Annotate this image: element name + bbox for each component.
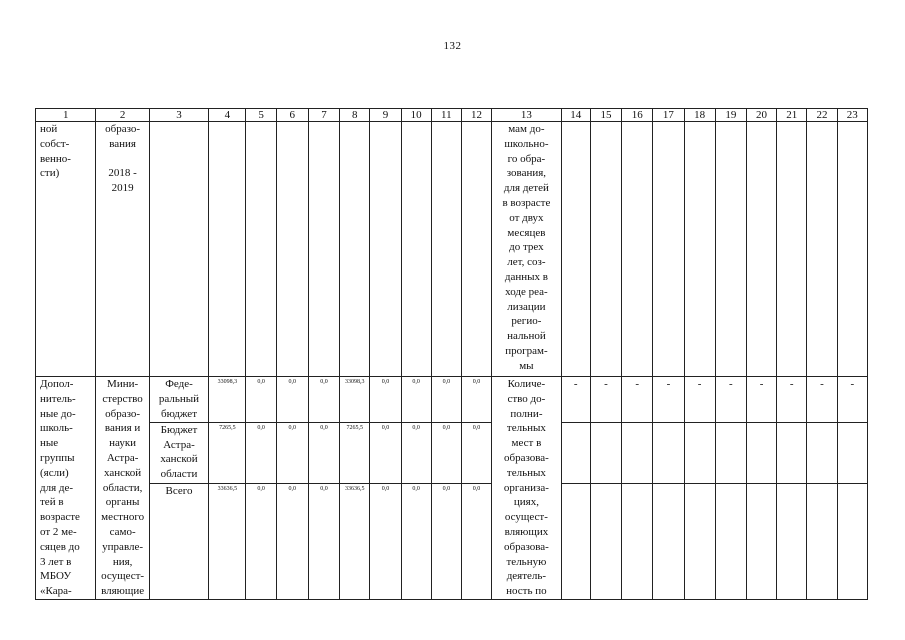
amount-cell: 0,0 — [370, 377, 401, 423]
amount-cell: 33636,5 — [340, 483, 370, 599]
dash-mark: - — [697, 378, 702, 390]
amount-cell: 0,0 — [401, 377, 431, 423]
amount-cell: 33098,3 — [340, 377, 370, 423]
amount-cell: 33098,3 — [209, 377, 246, 423]
empty-cell — [807, 422, 837, 483]
column-number: 21 — [777, 109, 807, 122]
empty-cell — [561, 122, 590, 377]
column-number: 13 — [492, 109, 562, 122]
indicator-value-cell — [777, 377, 807, 423]
amount-cell: 0,0 — [308, 422, 339, 483]
continuation-col13-cell — [492, 122, 562, 377]
funding-source-label: Всего — [165, 484, 193, 497]
event-name-cell — [36, 377, 96, 600]
empty-cell — [746, 122, 776, 377]
dash-mark: - — [820, 378, 824, 390]
dash-mark: - — [666, 378, 671, 390]
empty-cell — [431, 122, 461, 377]
column-number: 17 — [653, 109, 684, 122]
column-number: 3 — [149, 109, 208, 122]
empty-cell — [684, 483, 715, 599]
indicator-text: Количе- ство до- полни- тельных мест в образова- тельных организа- циях, осущест- вляющих образова- тельную деятель- ность по — [503, 378, 549, 598]
empty-cell — [807, 122, 837, 377]
column-number: 20 — [746, 109, 776, 122]
empty-cell — [149, 122, 208, 377]
funding-source-cell — [149, 377, 208, 423]
amount-cell: 0,0 — [276, 483, 308, 599]
column-number: 15 — [590, 109, 621, 122]
amount-cell: 0,0 — [276, 422, 308, 483]
column-number: 2 — [96, 109, 149, 122]
dash-mark: - — [635, 378, 640, 390]
indicator-cell — [492, 377, 562, 600]
amount-cell: 0,0 — [401, 483, 431, 599]
empty-cell — [622, 483, 653, 599]
funding-source-cell — [149, 483, 208, 599]
amount-cell: 0,0 — [431, 422, 461, 483]
continuation-col13-text: мам до- школьно- го обра- зования, для детей в возрасте от двух месяцев до трех лет, соз- данных в ходе реа- лизации регио- нальной програм- мы — [502, 123, 551, 372]
amount-cell: 0,0 — [461, 422, 491, 483]
empty-cell — [777, 422, 807, 483]
empty-cell — [401, 122, 431, 377]
continuation-col2-cell — [96, 122, 149, 377]
amount-cell: 7265,5 — [340, 422, 370, 483]
funding-source-cell — [149, 422, 208, 483]
empty-cell — [777, 122, 807, 377]
column-number: 4 — [209, 109, 246, 122]
column-number: 6 — [276, 109, 308, 122]
column-number: 5 — [246, 109, 276, 122]
empty-cell — [340, 122, 370, 377]
funding-row-federal — [36, 377, 868, 423]
column-number: 23 — [837, 109, 867, 122]
empty-cell — [653, 422, 684, 483]
indicator-value-cell — [622, 377, 653, 423]
page-number: 132 — [443, 40, 462, 52]
dash-mark: - — [850, 378, 855, 390]
column-number: 12 — [461, 109, 491, 122]
funding-source-label: Бюджет Астра- ханской области — [160, 423, 198, 481]
empty-cell — [209, 122, 246, 377]
executor-text: Мини- стерство образо- вания и науки Астра- ханской области, органы местного само- управле- ния, осущест- вляющие — [101, 378, 145, 598]
funding-source-label: Феде- ральный бюджет — [158, 378, 200, 420]
amount-cell: 0,0 — [461, 377, 491, 423]
amount-cell: 33636,5 — [209, 483, 246, 599]
amount-cell: 0,0 — [276, 377, 308, 423]
empty-cell — [837, 122, 867, 377]
empty-cell — [370, 122, 401, 377]
indicator-value-cell — [653, 377, 684, 423]
dash-mark: - — [573, 378, 578, 390]
program-table — [35, 108, 868, 600]
empty-cell — [837, 422, 867, 483]
indicator-value-cell — [837, 377, 867, 423]
amount-cell: 7265,5 — [209, 422, 246, 483]
amount-cell: 0,0 — [370, 422, 401, 483]
empty-cell — [684, 422, 715, 483]
indicator-value-cell — [590, 377, 621, 423]
amount-cell: 0,0 — [246, 422, 276, 483]
dash-mark: - — [729, 378, 733, 390]
funding-row-regional — [36, 422, 868, 483]
empty-cell — [715, 483, 746, 599]
empty-cell — [807, 483, 837, 599]
column-number: 19 — [715, 109, 746, 122]
empty-cell — [622, 122, 653, 377]
indicator-value-cell — [561, 377, 590, 423]
empty-cell — [653, 122, 684, 377]
empty-cell — [590, 483, 621, 599]
empty-cell — [777, 483, 807, 599]
empty-cell — [746, 422, 776, 483]
column-number-row — [36, 109, 868, 122]
column-number: 7 — [308, 109, 339, 122]
empty-cell — [715, 122, 746, 377]
column-number: 18 — [684, 109, 715, 122]
empty-cell — [590, 122, 621, 377]
indicator-value-cell — [715, 377, 746, 423]
empty-cell — [276, 122, 308, 377]
dash-mark: - — [789, 378, 794, 390]
column-number: 10 — [401, 109, 431, 122]
amount-cell: 0,0 — [370, 483, 401, 599]
amount-cell: 0,0 — [431, 377, 461, 423]
amount-cell: 0,0 — [246, 483, 276, 599]
indicator-value-cell — [684, 377, 715, 423]
column-number: 11 — [431, 109, 461, 122]
continuation-col1-cell — [36, 122, 96, 377]
empty-cell — [246, 122, 276, 377]
amount-cell: 0,0 — [401, 422, 431, 483]
empty-cell — [561, 483, 590, 599]
indicator-value-cell — [746, 377, 776, 423]
indicator-value-cell — [807, 377, 837, 423]
amount-cell: 0,0 — [431, 483, 461, 599]
empty-cell — [590, 422, 621, 483]
executor-cell — [96, 377, 149, 600]
event-name-text: Допол- нитель- ные до- школь- ные группы (ясли) для де- тей в возрасте от 2 ме- сяцев до 3 лет в МБОУ «Кара- — [40, 378, 80, 598]
dash-mark: - — [759, 378, 764, 390]
empty-cell — [561, 422, 590, 483]
continuation-col2-text: образо- вания 2018 - 2019 — [105, 123, 141, 195]
empty-cell — [653, 483, 684, 599]
column-number: 14 — [561, 109, 590, 122]
funding-row-total — [36, 483, 868, 599]
empty-cell — [461, 122, 491, 377]
continuation-row — [36, 122, 868, 377]
amount-cell: 0,0 — [308, 483, 339, 599]
empty-cell — [684, 122, 715, 377]
empty-cell — [308, 122, 339, 377]
continuation-col1-text: ной собст- венно- сти) — [40, 123, 71, 180]
amount-cell: 0,0 — [308, 377, 339, 423]
empty-cell — [746, 483, 776, 599]
dash-mark: - — [604, 378, 608, 390]
amount-cell: 0,0 — [246, 377, 276, 423]
column-number: 9 — [370, 109, 401, 122]
amount-cell: 0,0 — [461, 483, 491, 599]
empty-cell — [837, 483, 867, 599]
column-number: 1 — [36, 109, 96, 122]
column-number: 8 — [340, 109, 370, 122]
column-number: 22 — [807, 109, 837, 122]
empty-cell — [715, 422, 746, 483]
column-number: 16 — [622, 109, 653, 122]
empty-cell — [622, 422, 653, 483]
